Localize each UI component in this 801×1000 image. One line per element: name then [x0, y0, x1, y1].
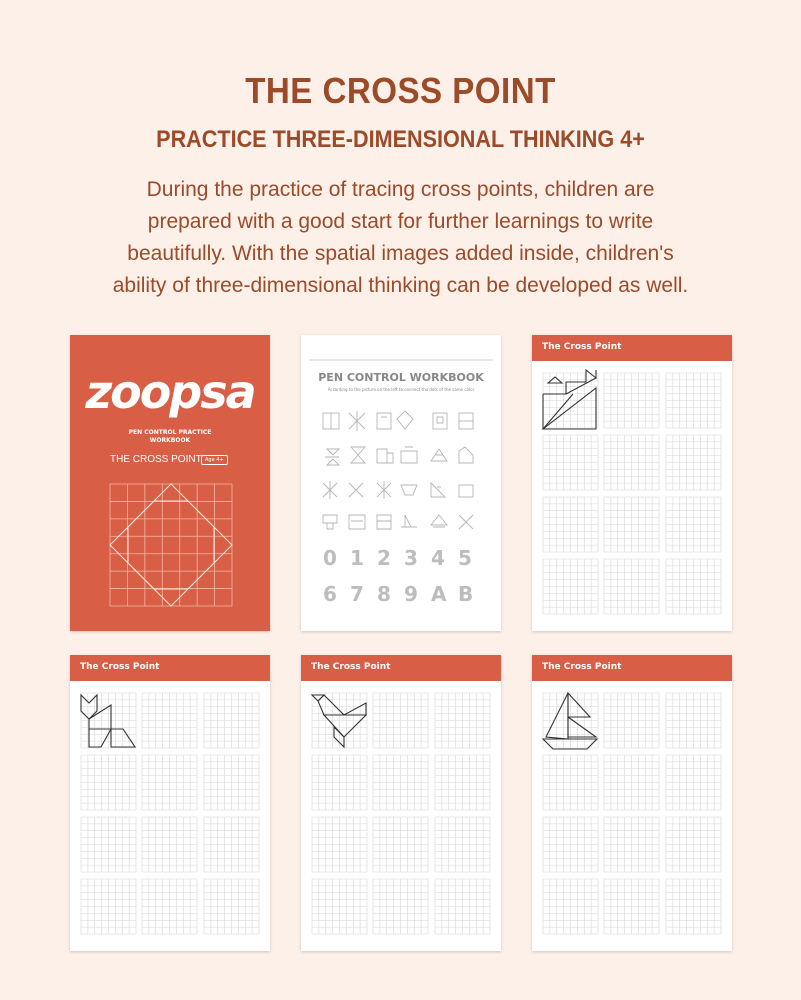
practice-page: [70, 655, 270, 951]
page-subtitle: PRACTICE THREE-DIMENSIONAL THINKING 4+: [156, 126, 645, 153]
practice-header-label: The Cross Point: [542, 342, 622, 352]
description-line: beautifully. With the spatial images added inside, children's: [127, 242, 674, 265]
practice-header-label: The Cross Point: [80, 662, 160, 672]
digit-glyph: 4: [431, 546, 445, 570]
cat-icon: [70, 655, 270, 951]
practice-page: [532, 655, 732, 951]
whale-icon: [532, 335, 732, 631]
description-line: ability of three-dimensional thinking can be developed as well.: [112, 274, 689, 297]
practice-page: [301, 655, 501, 951]
description: [60, 174, 741, 302]
digit-glyph: 9: [404, 582, 418, 606]
description-line: prepared with a good start for further learnings to write: [147, 210, 654, 233]
workbook-page: [301, 335, 501, 631]
digit-glyph: 7: [350, 582, 364, 606]
digit-glyph: A: [431, 582, 447, 606]
digit-glyph: B: [458, 582, 474, 606]
digit-glyph: 2: [377, 546, 391, 570]
zoopsa-logo: zoopsa: [85, 365, 255, 419]
workbook-title: PEN CONTROL WORKBOOK: [318, 371, 484, 384]
digit-glyph: 6: [323, 582, 337, 606]
practice-header-label: The Cross Point: [311, 662, 391, 672]
description-line: During the practice of tracing cross points, children are: [146, 178, 655, 201]
practice-header-label: The Cross Point: [542, 662, 622, 672]
page-title: THE CROSS POINT: [245, 70, 556, 111]
digit-glyph: 5: [458, 546, 472, 570]
digit-glyph: 3: [404, 546, 418, 570]
cover-diamond-grid: [70, 335, 270, 631]
cover-series-line: PEN CONTROL PRACTICE: [128, 429, 212, 436]
age-badge: Age 4+: [201, 455, 228, 465]
sailboat-icon: [532, 655, 732, 951]
workbook-icon-grid: [301, 335, 501, 631]
book-cover: [70, 335, 270, 631]
digit-glyph: 0: [323, 546, 337, 570]
practice-page: [532, 335, 732, 631]
digit-glyph: 8: [377, 582, 391, 606]
cover-series-line: WORKBOOK: [149, 437, 191, 444]
workbook-instruction: According to the picture on the left to connect the dots of the same color: [327, 387, 475, 392]
swan-icon: [301, 655, 501, 951]
digit-glyph: 1: [350, 546, 364, 570]
cover-title: THE CROSS POINT: [110, 454, 202, 465]
